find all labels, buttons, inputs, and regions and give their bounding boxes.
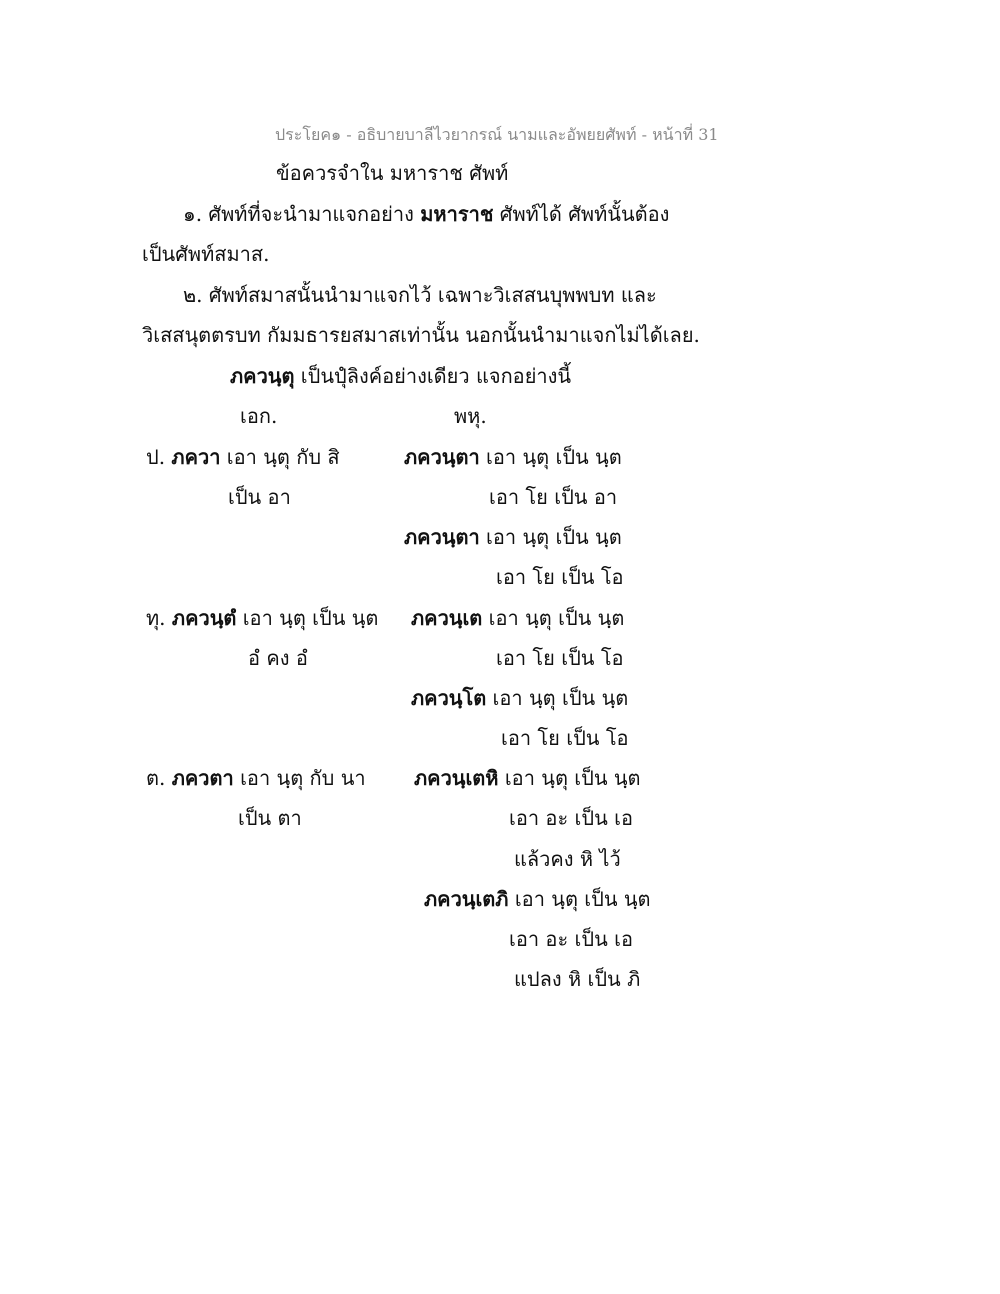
plural-form — [414, 764, 641, 792]
rule-1-a: ๑. ศัพท์ที่จะนำมาแจกอย่าง — [183, 202, 421, 226]
form-note: เอา นฺตุ เป็น นฺต — [479, 525, 622, 549]
form-note-3: แล้วคง หิ ไว้ — [514, 847, 621, 871]
form-word: ภควนฺตา — [404, 525, 480, 549]
form-note-2: เอา โย เป็น อา — [489, 485, 618, 509]
intro-rest: เป็นปุํลิงค์อย่างเดียว แจกอย่างนี้ — [294, 364, 572, 388]
rule-2-line-2: วิเสสนุตตรบท กัมมธารยสมาสเท่านั้น นอกนั้นนำมาแจกไม่ได้เลย. — [142, 323, 700, 347]
form-note-2: เอา โย เป็น โอ — [501, 726, 629, 750]
form-word: ภควา — [171, 445, 221, 469]
form-note: เอา นฺตุ เป็น นฺต — [482, 606, 625, 630]
form-note: เอา นฺตุ เป็น นฺต — [236, 606, 379, 630]
rule-1 — [183, 200, 669, 228]
rule-1-cont: เป็นศัพท์สมาส. — [142, 242, 270, 266]
plural-form — [411, 684, 628, 712]
form-note: เอา นฺตุ เป็น นฺต — [486, 686, 629, 710]
form-note: เอา นฺตุ เป็น นฺต — [508, 887, 651, 911]
plural-form — [404, 523, 622, 551]
form-note-2: เป็น อา — [228, 485, 291, 509]
plural-form — [404, 443, 622, 471]
intro-word: ภควนฺตุ — [230, 364, 295, 388]
form-word: ภควนฺตํ — [171, 606, 237, 630]
case-label: ต. — [146, 766, 166, 790]
form-note-2: เอา อะ เป็น เอ — [509, 927, 633, 951]
heading: ข้อควรจำใน มหาราช ศัพท์ — [276, 161, 509, 185]
rule-1-bold: มหาราช — [420, 202, 494, 226]
form-note: เอา นฺตุ เป็น นฺต — [479, 445, 622, 469]
form-word: ภควนฺเต — [411, 606, 483, 630]
column-plural: พหุ. — [454, 404, 487, 428]
form-note-2: เอา โย เป็น โอ — [496, 565, 624, 589]
plural-form — [424, 885, 651, 913]
form-word: ภควนฺโต — [411, 686, 487, 710]
page-header: ประโยค๑ - อธิบายบาลีไวยากรณ์ นามและอัพยยศัพท์ - หน้าที่ 31 — [275, 125, 719, 144]
plural-form — [411, 604, 624, 632]
case-label: ป. — [146, 445, 166, 469]
form-note: เอา นฺตุ กับ สิ — [220, 445, 340, 469]
case-label: ทุ. — [146, 606, 166, 630]
form-note-3: แปลง หิ เป็น ภิ — [514, 967, 641, 991]
rule-2-line-1: ๒. ศัพท์สมาสนั้นนำมาแจกไว้ เฉพาะวิเสสนบุพพบท และ — [183, 283, 657, 307]
form-word: ภควนฺเตหิ — [414, 766, 499, 790]
form-note: เอา นฺตุ เป็น นฺต — [498, 766, 641, 790]
form-note-2: อํ คง อํ — [248, 646, 308, 670]
form-word: ภควนฺตา — [404, 445, 480, 469]
form-word: ภควนฺเตภิ — [424, 887, 509, 911]
case-label-pathama — [146, 443, 340, 471]
form-note-2: เอา โย เป็น โอ — [496, 646, 624, 670]
declension-intro — [230, 362, 571, 390]
form-note-2: เป็น ตา — [238, 806, 302, 830]
rule-1-b: ศัพท์ได้ ศัพท์นั้นต้อง — [493, 202, 670, 226]
form-note-2: เอา อะ เป็น เอ — [509, 806, 633, 830]
form-word: ภควตา — [171, 766, 234, 790]
case-label-dutiya — [146, 604, 378, 632]
case-label-tatiya — [146, 764, 366, 792]
form-note: เอา นฺตุ กับ นา — [233, 766, 366, 790]
column-singular: เอก. — [240, 404, 278, 428]
